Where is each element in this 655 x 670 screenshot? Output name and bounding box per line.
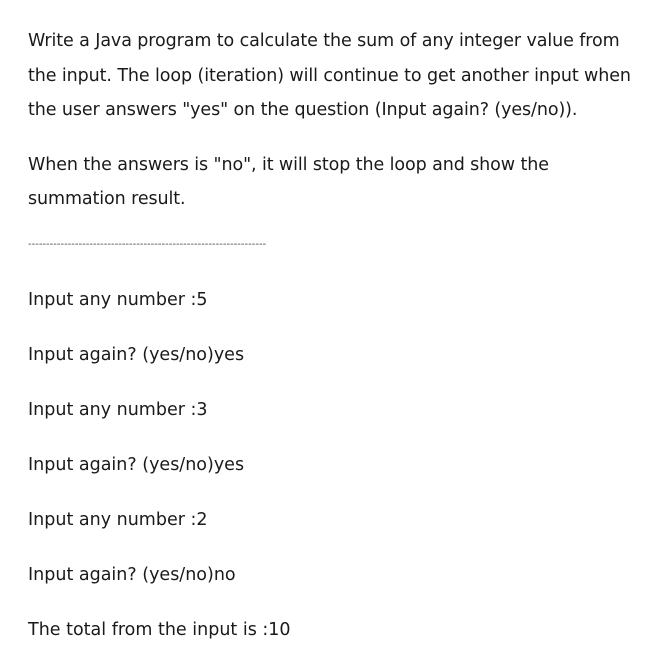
output-line: Input again? (yes/no)yes [28, 344, 245, 365]
divider-line: ------------------------------------------------------------------ [28, 238, 267, 250]
output-line: Input any number :3 [28, 399, 208, 420]
output-line: Input again? (yes/no)yes [28, 454, 245, 475]
output-line: Input any number :5 [28, 289, 208, 310]
output-line: The total from the input is :10 [28, 619, 291, 640]
question-paragraph-1: Write a Java program to calculate the sum of any integer value from the input. The loop (iteration) will continue to get another input when the user answers "yes" on the question (Input again? (yes/no)). [28, 31, 631, 120]
question-paragraph-2: When the answers is "no", it will stop the loop and show the summation result. [28, 154, 549, 209]
document-body [28, 24, 640, 641]
output-line: Input again? (yes/no)no [28, 564, 236, 585]
sample-output [28, 289, 640, 641]
output-line: Input any number :2 [28, 509, 208, 530]
